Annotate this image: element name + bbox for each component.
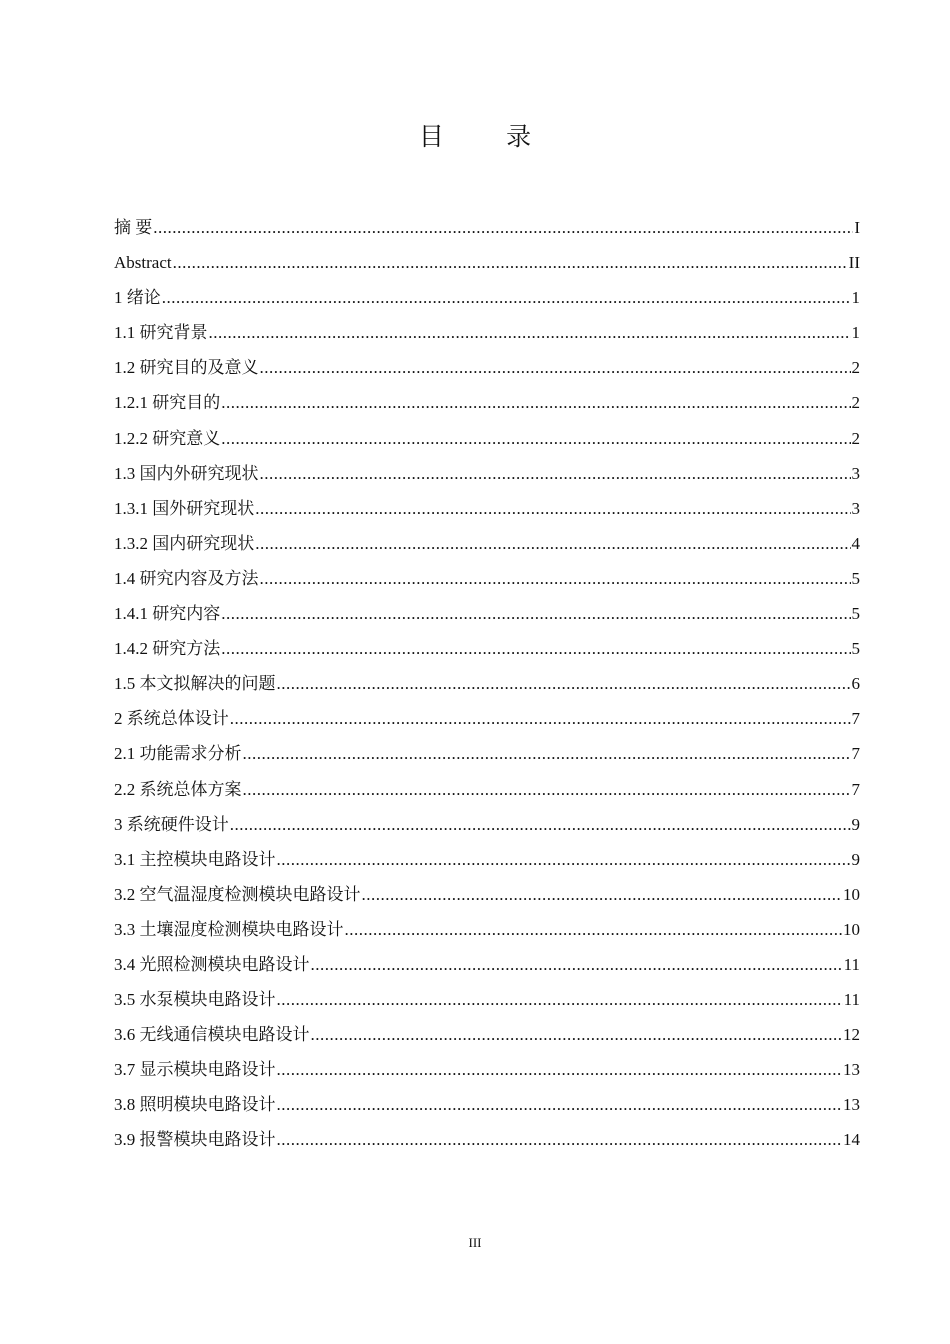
toc-entry[interactable] <box>114 982 860 1017</box>
toc-dot-leader <box>362 877 843 912</box>
toc-entry-label: 3.9 报警模块电路设计 <box>114 1130 276 1150</box>
toc-entry[interactable] <box>114 421 860 456</box>
toc-entry-page: 11 <box>843 954 860 974</box>
toc-entry-page: 1 <box>851 323 860 343</box>
toc-entry[interactable] <box>114 561 860 596</box>
toc-entry-label: 1.1 研究背景 <box>114 323 208 343</box>
toc-entry[interactable] <box>114 701 860 736</box>
toc-dot-leader <box>162 280 851 315</box>
toc-entry-page: 3 <box>851 463 860 483</box>
toc-dot-leader <box>277 666 851 701</box>
toc-dot-leader <box>277 842 851 877</box>
toc-dot-leader <box>221 631 850 666</box>
toc-entry[interactable] <box>114 491 860 526</box>
toc-entry-label: 3.7 显示模块电路设计 <box>114 1060 276 1080</box>
toc-entry-label: 3.2 空气温湿度检测模块电路设计 <box>114 884 361 904</box>
toc-entry[interactable] <box>114 245 860 280</box>
toc-entry[interactable] <box>114 772 860 807</box>
toc-entry-label: 1.4 研究内容及方法 <box>114 568 259 588</box>
toc-entry-label: Abstract <box>114 253 172 273</box>
toc-entry[interactable] <box>114 526 860 561</box>
toc-entry[interactable] <box>114 456 860 491</box>
toc-entry[interactable] <box>114 807 860 842</box>
toc-dot-leader <box>243 736 851 771</box>
toc-entry-label: 1.3.1 国外研究现状 <box>114 498 255 518</box>
toc-dot-leader <box>243 772 851 807</box>
toc-entry-page: I <box>854 218 860 237</box>
toc-entry-page: 5 <box>851 604 860 624</box>
toc-entry-page: 9 <box>851 814 860 834</box>
toc-dot-leader <box>173 245 848 280</box>
toc-entry[interactable] <box>114 1087 860 1122</box>
toc-entry[interactable] <box>114 631 860 666</box>
toc-dot-leader <box>311 947 843 982</box>
toc-entry-page: 6 <box>851 674 860 694</box>
toc-entry-label: 3.6 无线通信模块电路设计 <box>114 1025 310 1045</box>
toc-entry-page: 2 <box>851 393 860 413</box>
toc-entry-label: 3 系统硬件设计 <box>114 814 229 834</box>
toc-entry-label: 1.2.2 研究意义 <box>114 428 221 448</box>
toc-dot-leader <box>277 982 843 1017</box>
toc-dot-leader <box>311 1017 843 1052</box>
toc-entry[interactable] <box>114 912 860 947</box>
toc-entry-page: 13 <box>843 1095 860 1115</box>
toc-entry[interactable] <box>114 1052 860 1087</box>
toc-entry-page: 11 <box>843 990 860 1010</box>
toc-dot-leader <box>277 1052 843 1087</box>
toc-entry-label: 1.5 本文拟解决的问题 <box>114 674 276 694</box>
toc-entry-label: 1.2.1 研究目的 <box>114 393 221 413</box>
toc-entry-page: 10 <box>843 919 860 939</box>
toc-entry[interactable] <box>114 666 860 701</box>
toc-entry[interactable] <box>114 1017 860 1052</box>
toc-entry-label: 2.1 功能需求分析 <box>114 744 242 764</box>
toc-list <box>114 210 860 1158</box>
toc-dot-leader <box>255 526 850 561</box>
toc-entry[interactable] <box>114 1122 860 1157</box>
toc-entry[interactable] <box>114 210 860 245</box>
toc-dot-leader <box>153 210 853 245</box>
toc-dot-leader <box>345 912 843 947</box>
toc-title: 目 录 <box>418 124 560 151</box>
toc-entry-label: 3.1 主控模块电路设计 <box>114 849 276 869</box>
toc-entry[interactable] <box>114 947 860 982</box>
toc-entry-label: 1.4.1 研究内容 <box>114 604 221 624</box>
toc-entry-page: 7 <box>851 744 860 764</box>
toc-entry-page: 9 <box>851 849 860 869</box>
toc-entry-label: 3.8 照明模块电路设计 <box>114 1095 276 1115</box>
toc-entry-label: 摘 要 <box>114 218 153 237</box>
toc-entry-page: 4 <box>851 533 860 553</box>
toc-entry-label: 1.4.2 研究方法 <box>114 639 221 659</box>
toc-dot-leader <box>230 701 851 736</box>
toc-entry-page: 13 <box>843 1060 860 1080</box>
toc-entry-page: 5 <box>851 568 860 588</box>
toc-entry-page: 12 <box>843 1025 860 1045</box>
toc-dot-leader <box>277 1122 843 1157</box>
toc-entry[interactable] <box>114 385 860 420</box>
toc-dot-leader <box>277 1087 843 1122</box>
toc-entry[interactable] <box>114 280 860 315</box>
toc-entry-page: II <box>848 253 860 273</box>
toc-entry-page: 2 <box>851 428 860 448</box>
toc-entry-label: 1.3.2 国内研究现状 <box>114 533 255 553</box>
toc-dot-leader <box>260 561 851 596</box>
toc-entry-page: 14 <box>843 1130 860 1150</box>
toc-entry[interactable] <box>114 736 860 771</box>
toc-entry-label: 1.2 研究目的及意义 <box>114 358 259 378</box>
page-number: III <box>468 1235 482 1250</box>
toc-entry-label: 1 绪论 <box>114 288 161 308</box>
toc-entry-label: 3.5 水泵模块电路设计 <box>114 990 276 1010</box>
toc-entry[interactable] <box>114 596 860 631</box>
toc-entry[interactable] <box>114 350 860 385</box>
toc-dot-leader <box>221 596 850 631</box>
toc-entry-label: 1.3 国内外研究现状 <box>114 463 259 483</box>
toc-entry-page: 10 <box>843 884 860 904</box>
toc-dot-leader <box>221 385 850 420</box>
toc-entry-label: 2 系统总体设计 <box>114 709 229 729</box>
toc-entry-page: 7 <box>851 779 860 799</box>
toc-dot-leader <box>260 456 851 491</box>
toc-entry-label: 2.2 系统总体方案 <box>114 779 242 799</box>
toc-entry-label: 3.4 光照检测模块电路设计 <box>114 954 310 974</box>
toc-entry-page: 1 <box>851 288 860 308</box>
toc-entry-page: 3 <box>851 498 860 518</box>
toc-entry-page: 5 <box>851 639 860 659</box>
toc-entry[interactable] <box>114 842 860 877</box>
toc-entry-page: 7 <box>851 709 860 729</box>
toc-dot-leader <box>260 350 851 385</box>
toc-dot-leader <box>209 315 851 350</box>
toc-dot-leader <box>221 421 850 456</box>
toc-entry-page: 2 <box>851 358 860 378</box>
toc-dot-leader <box>255 491 850 526</box>
toc-entry[interactable] <box>114 315 860 350</box>
toc-entry-label: 3.3 土壤湿度检测模块电路设计 <box>114 919 344 939</box>
toc-dot-leader <box>230 807 851 842</box>
toc-entry[interactable] <box>114 877 860 912</box>
